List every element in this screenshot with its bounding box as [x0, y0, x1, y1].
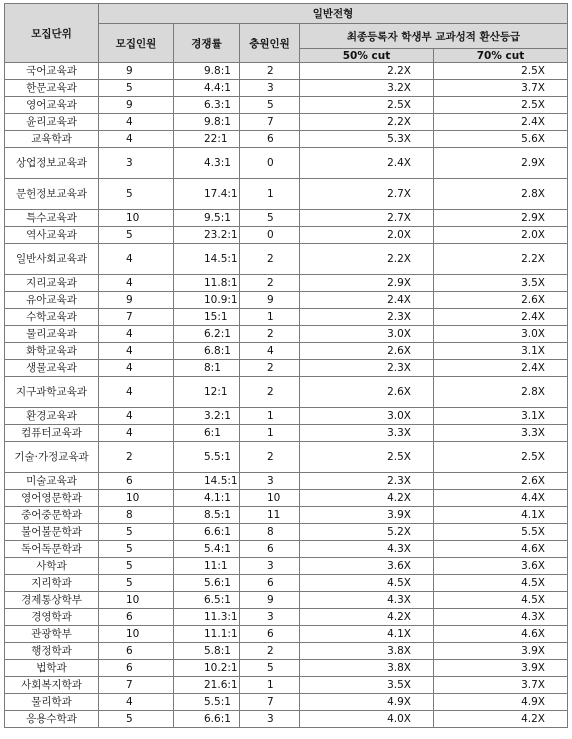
cut50-cell: 2.0X [300, 227, 434, 244]
unit-cell: 중어중문학과 [5, 507, 99, 524]
quota-cell: 5 [99, 558, 174, 575]
extra-cell: 7 [240, 694, 300, 711]
rate-cell: 8:1 [174, 360, 240, 377]
cut50-cell: 3.6X [300, 558, 434, 575]
quota-cell: 10 [99, 210, 174, 227]
header-general: 일반전형 [99, 4, 568, 24]
cut50-cell: 4.3X [300, 592, 434, 609]
table-row [5, 408, 568, 425]
unit-cell: 독어독문학과 [5, 541, 99, 558]
quota-cell: 4 [99, 694, 174, 711]
table-row [5, 244, 568, 275]
table-row [5, 179, 568, 210]
cut50-cell: 3.5X [300, 677, 434, 694]
cut50-cell: 3.0X [300, 408, 434, 425]
unit-cell: 응용수학과 [5, 711, 99, 728]
cut70-cell: 4.5X [434, 575, 568, 592]
table-row [5, 677, 568, 694]
cut50-cell: 2.3X [300, 309, 434, 326]
unit-cell: 문헌정보교육과 [5, 179, 99, 210]
table-row [5, 609, 568, 626]
unit-cell: 지구과학교육과 [5, 377, 99, 408]
extra-cell: 0 [240, 148, 300, 179]
cut70-cell: 3.7X [434, 677, 568, 694]
table-row [5, 210, 568, 227]
quota-cell: 5 [99, 227, 174, 244]
extra-cell: 3 [240, 558, 300, 575]
cut70-cell: 3.1X [434, 408, 568, 425]
extra-cell: 2 [240, 643, 300, 660]
cut70-cell: 4.9X [434, 694, 568, 711]
cut70-cell: 5.5X [434, 524, 568, 541]
unit-cell: 기술·가정교육과 [5, 442, 99, 473]
cut70-cell: 3.9X [434, 643, 568, 660]
quota-cell: 7 [99, 677, 174, 694]
table-row [5, 377, 568, 408]
header-rate: 경쟁률 [174, 24, 240, 63]
admission-results-table-wrapper [4, 3, 568, 728]
rate-cell: 9.5:1 [174, 210, 240, 227]
cut70-cell: 2.6X [434, 292, 568, 309]
extra-cell: 1 [240, 179, 300, 210]
rate-cell: 5.6:1 [174, 575, 240, 592]
rate-cell: 11.1:1 [174, 626, 240, 643]
table-row [5, 148, 568, 179]
rate-cell: 9.8:1 [174, 63, 240, 80]
rate-cell: 6.8:1 [174, 343, 240, 360]
extra-cell: 5 [240, 210, 300, 227]
quota-cell: 5 [99, 575, 174, 592]
cut50-cell: 4.9X [300, 694, 434, 711]
cut70-cell: 3.9X [434, 660, 568, 677]
unit-cell: 행정학과 [5, 643, 99, 660]
cut70-cell: 3.0X [434, 326, 568, 343]
rate-cell: 21.6:1 [174, 677, 240, 694]
table-row [5, 360, 568, 377]
quota-cell: 4 [99, 425, 174, 442]
extra-cell: 4 [240, 343, 300, 360]
cut70-cell: 4.1X [434, 507, 568, 524]
rate-cell: 6.6:1 [174, 711, 240, 728]
cut50-cell: 4.2X [300, 490, 434, 507]
unit-cell: 환경교육과 [5, 408, 99, 425]
table-row [5, 63, 568, 80]
table-row [5, 558, 568, 575]
extra-cell: 1 [240, 408, 300, 425]
cut70-cell: 3.3X [434, 425, 568, 442]
cut50-cell: 2.5X [300, 97, 434, 114]
cut50-cell: 3.8X [300, 660, 434, 677]
unit-cell: 상업정보교육과 [5, 148, 99, 179]
extra-cell: 10 [240, 490, 300, 507]
header-cut50: 50% cut [300, 49, 434, 63]
rate-cell: 14.5:1 [174, 473, 240, 490]
cut70-cell: 2.0X [434, 227, 568, 244]
unit-cell: 물리교육과 [5, 326, 99, 343]
unit-cell: 미술교육과 [5, 473, 99, 490]
quota-cell: 4 [99, 275, 174, 292]
extra-cell: 9 [240, 592, 300, 609]
unit-cell: 지리교육과 [5, 275, 99, 292]
table-row [5, 131, 568, 148]
rate-cell: 10.9:1 [174, 292, 240, 309]
cut50-cell: 4.3X [300, 541, 434, 558]
cut70-cell: 4.3X [434, 609, 568, 626]
table-row [5, 114, 568, 131]
cut70-cell: 3.5X [434, 275, 568, 292]
cut50-cell: 2.3X [300, 473, 434, 490]
quota-cell: 9 [99, 292, 174, 309]
rate-cell: 6:1 [174, 425, 240, 442]
rate-cell: 11:1 [174, 558, 240, 575]
extra-cell: 2 [240, 63, 300, 80]
unit-cell: 일반사회교육과 [5, 244, 99, 275]
unit-cell: 특수교육과 [5, 210, 99, 227]
rate-cell: 22:1 [174, 131, 240, 148]
table-row [5, 442, 568, 473]
rate-cell: 6.6:1 [174, 524, 240, 541]
rate-cell: 5.8:1 [174, 643, 240, 660]
cut50-cell: 2.9X [300, 275, 434, 292]
quota-cell: 9 [99, 63, 174, 80]
unit-cell: 사회복지학과 [5, 677, 99, 694]
header-quota: 모집인원 [99, 24, 174, 63]
extra-cell: 7 [240, 114, 300, 131]
header-extra: 충원인원 [240, 24, 300, 63]
unit-cell: 교육학과 [5, 131, 99, 148]
table-row [5, 425, 568, 442]
cut50-cell: 2.3X [300, 360, 434, 377]
table-row [5, 275, 568, 292]
rate-cell: 6.5:1 [174, 592, 240, 609]
quota-cell: 4 [99, 326, 174, 343]
extra-cell: 1 [240, 309, 300, 326]
cut70-cell: 2.8X [434, 179, 568, 210]
cut50-cell: 3.3X [300, 425, 434, 442]
cut70-cell: 2.4X [434, 309, 568, 326]
rate-cell: 14.5:1 [174, 244, 240, 275]
unit-cell: 경영학과 [5, 609, 99, 626]
extra-cell: 3 [240, 473, 300, 490]
unit-cell: 영어교육과 [5, 97, 99, 114]
quota-cell: 3 [99, 148, 174, 179]
unit-cell: 유아교육과 [5, 292, 99, 309]
rate-cell: 8.5:1 [174, 507, 240, 524]
unit-cell: 관광학부 [5, 626, 99, 643]
cut50-cell: 2.6X [300, 343, 434, 360]
unit-cell: 물리학과 [5, 694, 99, 711]
rate-cell: 3.2:1 [174, 408, 240, 425]
extra-cell: 2 [240, 377, 300, 408]
extra-cell: 3 [240, 711, 300, 728]
table-body [5, 63, 568, 728]
cut50-cell: 2.4X [300, 292, 434, 309]
table-row [5, 592, 568, 609]
table-row [5, 473, 568, 490]
table-row [5, 575, 568, 592]
cut50-cell: 4.0X [300, 711, 434, 728]
table-row [5, 643, 568, 660]
cut70-cell: 3.1X [434, 343, 568, 360]
extra-cell: 5 [240, 660, 300, 677]
cut50-cell: 4.1X [300, 626, 434, 643]
cut50-cell: 3.8X [300, 643, 434, 660]
quota-cell: 10 [99, 490, 174, 507]
quota-cell: 4 [99, 343, 174, 360]
table-header [5, 4, 568, 63]
cut70-cell: 2.2X [434, 244, 568, 275]
unit-cell: 화학교육과 [5, 343, 99, 360]
rate-cell: 10.2:1 [174, 660, 240, 677]
cut50-cell: 2.2X [300, 63, 434, 80]
cut50-cell: 2.4X [300, 148, 434, 179]
unit-cell: 역사교육과 [5, 227, 99, 244]
quota-cell: 4 [99, 360, 174, 377]
unit-cell: 국어교육과 [5, 63, 99, 80]
rate-cell: 15:1 [174, 309, 240, 326]
extra-cell: 6 [240, 541, 300, 558]
table-row [5, 660, 568, 677]
cut50-cell: 2.7X [300, 210, 434, 227]
cut70-cell: 4.4X [434, 490, 568, 507]
extra-cell: 6 [240, 575, 300, 592]
table-row [5, 524, 568, 541]
extra-cell: 1 [240, 425, 300, 442]
quota-cell: 2 [99, 442, 174, 473]
table-row [5, 309, 568, 326]
table-row [5, 292, 568, 309]
cut50-cell: 5.2X [300, 524, 434, 541]
quota-cell: 10 [99, 626, 174, 643]
unit-cell: 경제통상학부 [5, 592, 99, 609]
rate-cell: 23.2:1 [174, 227, 240, 244]
quota-cell: 4 [99, 244, 174, 275]
quota-cell: 6 [99, 609, 174, 626]
unit-cell: 지리학과 [5, 575, 99, 592]
table-row [5, 507, 568, 524]
quota-cell: 4 [99, 114, 174, 131]
extra-cell: 1 [240, 677, 300, 694]
quota-cell: 6 [99, 473, 174, 490]
table-row [5, 80, 568, 97]
quota-cell: 5 [99, 80, 174, 97]
extra-cell: 2 [240, 442, 300, 473]
cut70-cell: 4.5X [434, 592, 568, 609]
rate-cell: 17.4:1 [174, 179, 240, 210]
table-row [5, 227, 568, 244]
cut70-cell: 2.4X [434, 114, 568, 131]
rate-cell: 5.5:1 [174, 442, 240, 473]
extra-cell: 8 [240, 524, 300, 541]
quota-cell: 8 [99, 507, 174, 524]
cut50-cell: 2.2X [300, 114, 434, 131]
unit-cell: 컴퓨터교육과 [5, 425, 99, 442]
extra-cell: 2 [240, 360, 300, 377]
cut50-cell: 2.2X [300, 244, 434, 275]
rate-cell: 4.3:1 [174, 148, 240, 179]
header-grade: 최종등록자 학생부 교과성적 환산등급 [300, 24, 568, 49]
cut50-cell: 3.0X [300, 326, 434, 343]
quota-cell: 6 [99, 660, 174, 677]
quota-cell: 5 [99, 711, 174, 728]
cut70-cell: 3.6X [434, 558, 568, 575]
rate-cell: 11.8:1 [174, 275, 240, 292]
rate-cell: 11.3:1 [174, 609, 240, 626]
rate-cell: 12:1 [174, 377, 240, 408]
quota-cell: 9 [99, 97, 174, 114]
cut70-cell: 2.9X [434, 148, 568, 179]
cut50-cell: 2.6X [300, 377, 434, 408]
rate-cell: 4.1:1 [174, 490, 240, 507]
cut70-cell: 5.6X [434, 131, 568, 148]
rate-cell: 5.5:1 [174, 694, 240, 711]
admission-results-table [4, 3, 568, 728]
quota-cell: 4 [99, 408, 174, 425]
quota-cell: 4 [99, 131, 174, 148]
table-row [5, 694, 568, 711]
cut70-cell: 2.8X [434, 377, 568, 408]
cut50-cell: 2.7X [300, 179, 434, 210]
unit-cell: 한문교육과 [5, 80, 99, 97]
cut70-cell: 2.6X [434, 473, 568, 490]
cut50-cell: 2.5X [300, 442, 434, 473]
cut70-cell: 2.9X [434, 210, 568, 227]
extra-cell: 0 [240, 227, 300, 244]
unit-cell: 수학교육과 [5, 309, 99, 326]
extra-cell: 2 [240, 275, 300, 292]
cut70-cell: 4.6X [434, 626, 568, 643]
rate-cell: 4.4:1 [174, 80, 240, 97]
quota-cell: 10 [99, 592, 174, 609]
table-row [5, 711, 568, 728]
cut70-cell: 2.5X [434, 63, 568, 80]
cut50-cell: 3.9X [300, 507, 434, 524]
cut50-cell: 4.2X [300, 609, 434, 626]
table-row [5, 343, 568, 360]
table-row [5, 626, 568, 643]
extra-cell: 2 [240, 244, 300, 275]
quota-cell: 7 [99, 309, 174, 326]
cut50-cell: 5.3X [300, 131, 434, 148]
rate-cell: 5.4:1 [174, 541, 240, 558]
quota-cell: 6 [99, 643, 174, 660]
table-row [5, 541, 568, 558]
cut70-cell: 3.7X [434, 80, 568, 97]
rate-cell: 9.8:1 [174, 114, 240, 131]
cut70-cell: 4.6X [434, 541, 568, 558]
extra-cell: 3 [240, 80, 300, 97]
unit-cell: 영어영문학과 [5, 490, 99, 507]
cut70-cell: 2.5X [434, 442, 568, 473]
table-row [5, 490, 568, 507]
cut70-cell: 2.5X [434, 97, 568, 114]
rate-cell: 6.3:1 [174, 97, 240, 114]
extra-cell: 6 [240, 626, 300, 643]
cut50-cell: 3.2X [300, 80, 434, 97]
quota-cell: 5 [99, 541, 174, 558]
extra-cell: 6 [240, 131, 300, 148]
unit-cell: 윤리교육과 [5, 114, 99, 131]
unit-cell: 사학과 [5, 558, 99, 575]
unit-cell: 법학과 [5, 660, 99, 677]
quota-cell: 5 [99, 524, 174, 541]
header-cut70: 70% cut [434, 49, 568, 63]
cut70-cell: 4.2X [434, 711, 568, 728]
extra-cell: 3 [240, 609, 300, 626]
cut70-cell: 2.4X [434, 360, 568, 377]
extra-cell: 11 [240, 507, 300, 524]
unit-cell: 불어불문학과 [5, 524, 99, 541]
unit-cell: 생물교육과 [5, 360, 99, 377]
header-unit: 모집단위 [5, 4, 99, 63]
extra-cell: 2 [240, 326, 300, 343]
cut50-cell: 4.5X [300, 575, 434, 592]
extra-cell: 5 [240, 97, 300, 114]
rate-cell: 6.2:1 [174, 326, 240, 343]
table-row [5, 97, 568, 114]
quota-cell: 5 [99, 179, 174, 210]
quota-cell: 4 [99, 377, 174, 408]
table-row [5, 326, 568, 343]
extra-cell: 9 [240, 292, 300, 309]
